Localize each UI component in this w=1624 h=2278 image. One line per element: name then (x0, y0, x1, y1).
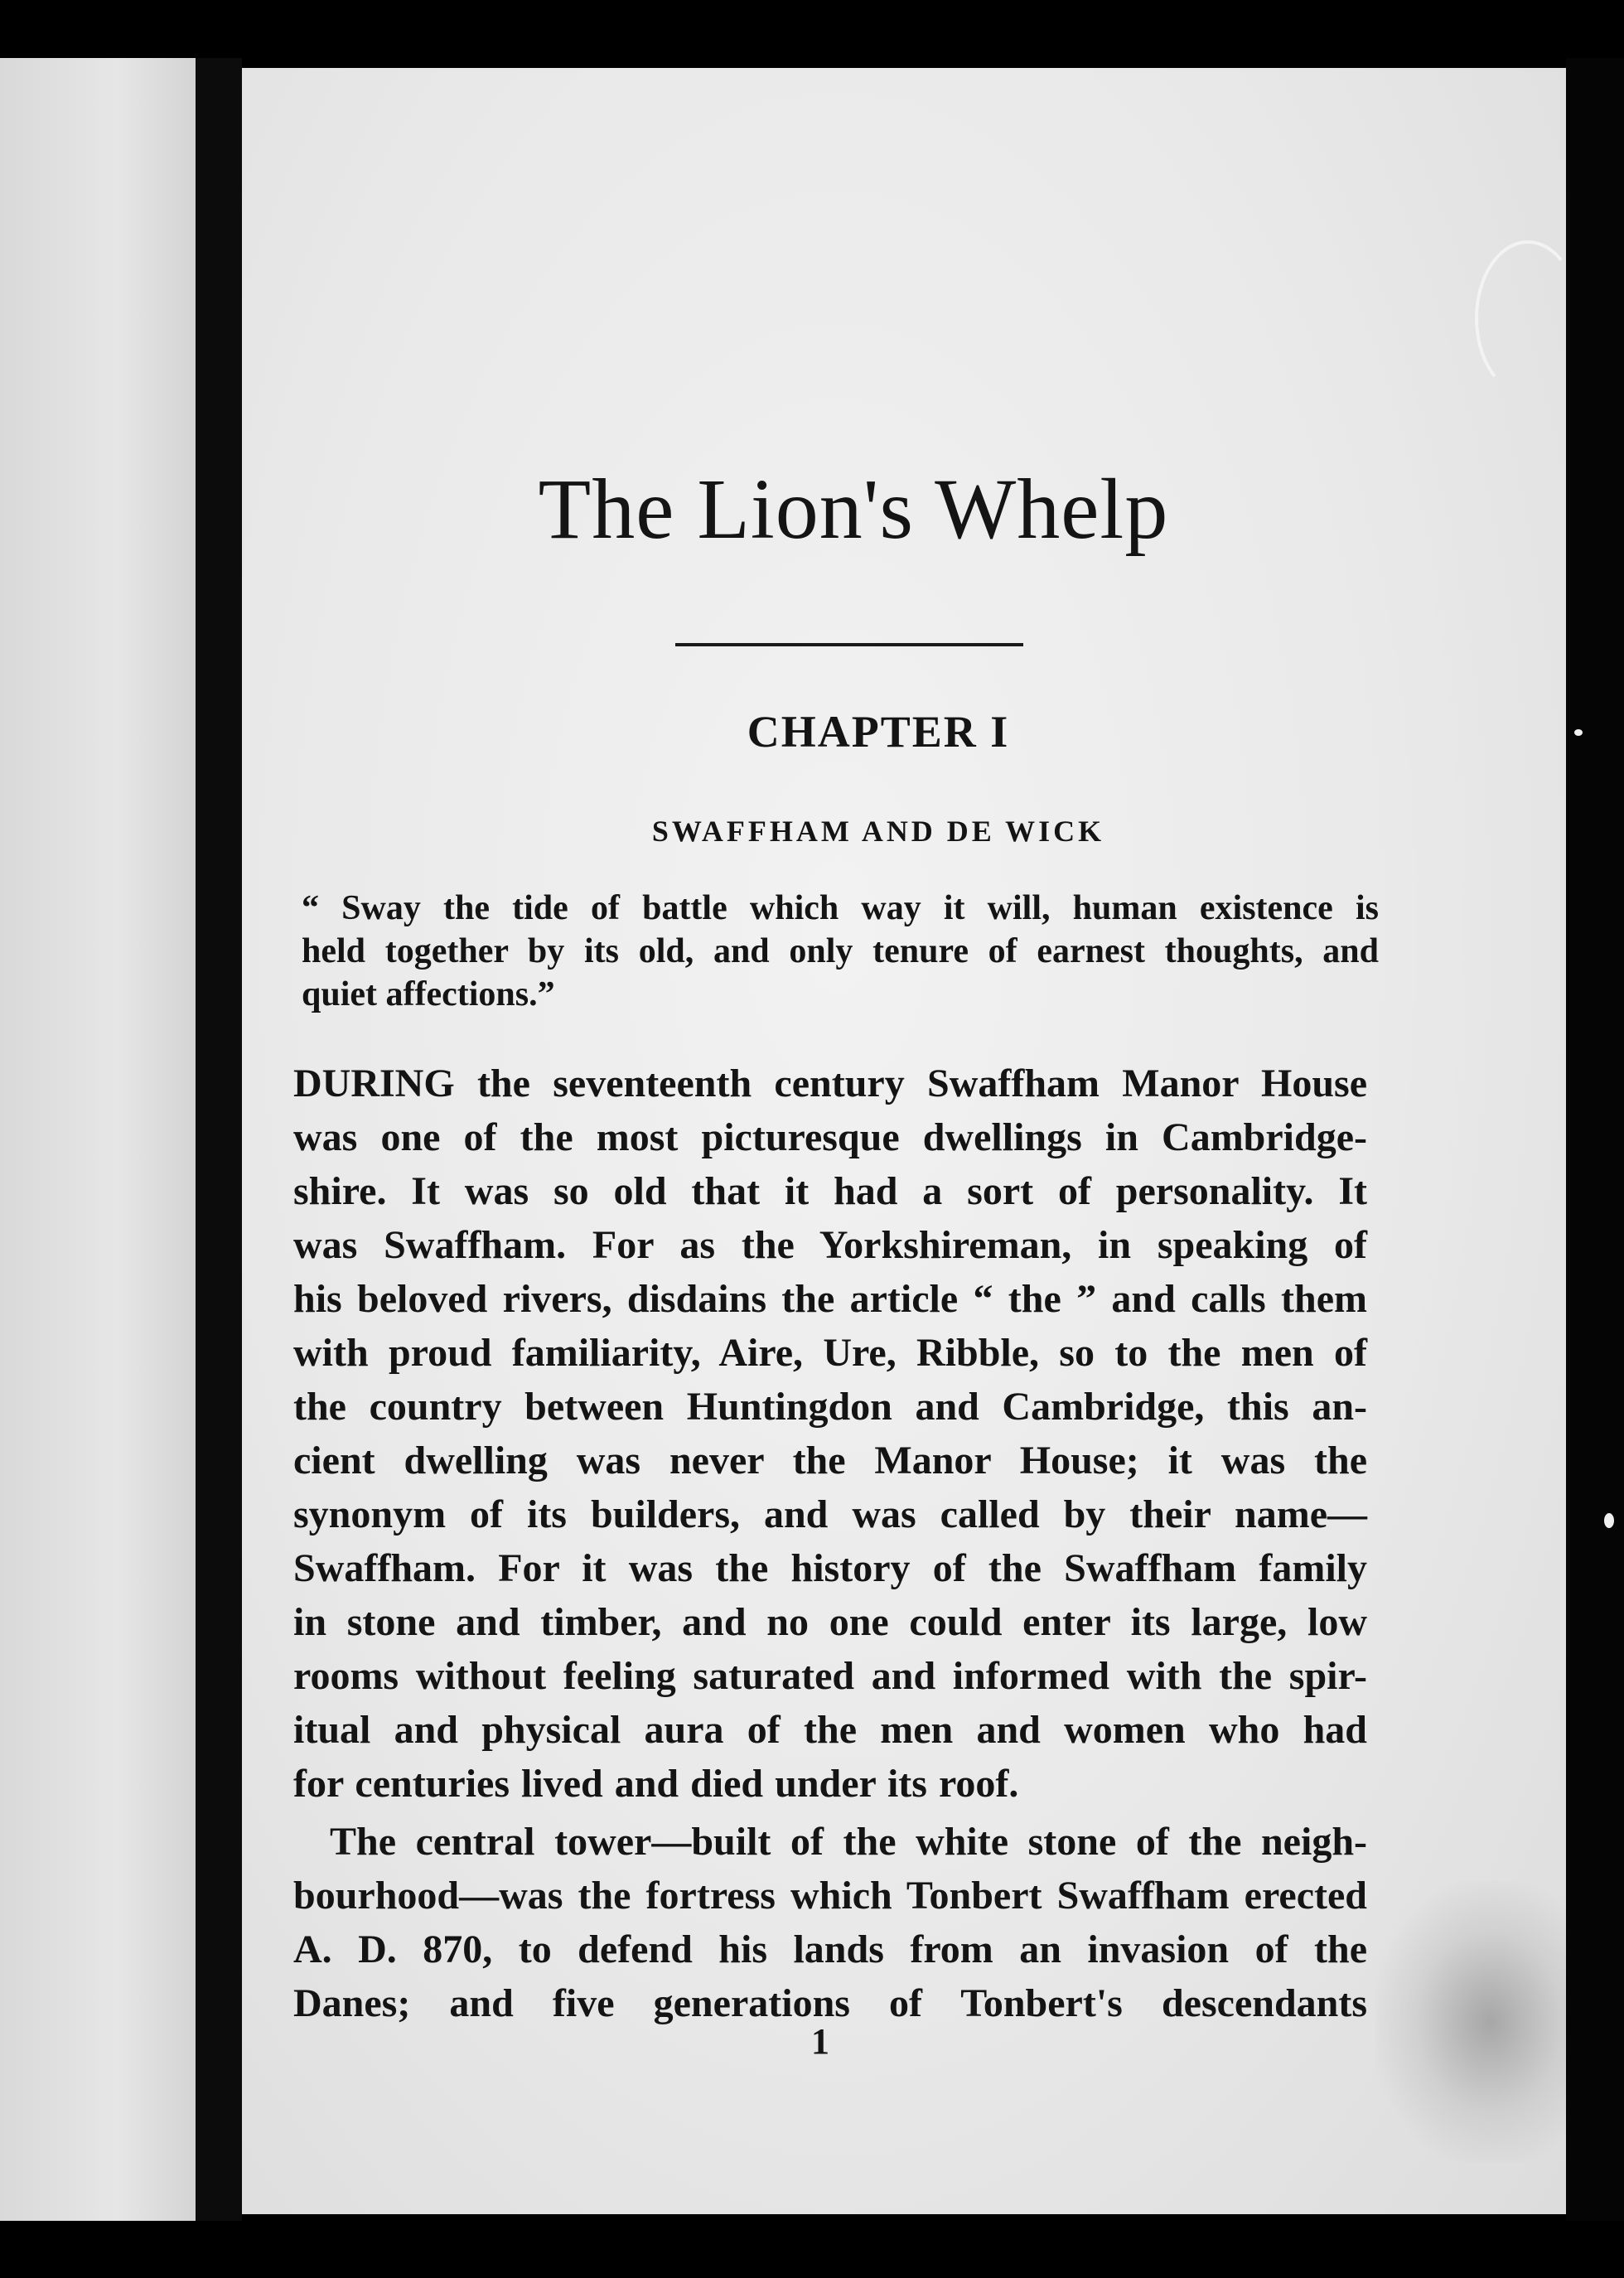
body-line: cient dwelling was never the Manor House; it was the (293, 1439, 1367, 1482)
page-stain (1375, 1881, 1566, 2163)
left-page-edge (0, 58, 196, 2221)
chapter-heading: CHAPTER I (747, 707, 1010, 757)
body-line: A. D. 870, to defend his lands from an invasion of the (293, 1927, 1367, 1971)
epigraph-line: “ Sway the tide of battle which way it will, human existence is (302, 889, 1379, 927)
edge-speck (1574, 729, 1583, 736)
body-line: was Swaffham. For as the Yorkshireman, in speaking of (293, 1223, 1367, 1267)
right-dark-edge (1566, 58, 1624, 2221)
body-line: The central tower—built of the white stone of the neigh- (330, 1820, 1367, 1864)
epigraph-line: held together by its old, and only tenure of earnest thoughts, and (302, 932, 1379, 970)
body-line: synonym of its builders, and was called by their name— (293, 1492, 1367, 1536)
body-line: itual and physical aura of the men and women who had (293, 1708, 1367, 1752)
body-line: was one of the most picturesque dwellings in Cambridge- (293, 1115, 1367, 1159)
body-line: bourhood—was the fortress which Tonbert Swaffham erected (293, 1874, 1367, 1918)
body-line: with proud familiarity, Aire, Ure, Ribble, so to the men of (293, 1331, 1367, 1375)
edge-speck (1604, 1513, 1614, 1528)
film-scratch-curl (1475, 240, 1581, 396)
body-line: Swaffham. For it was the history of the Swaffham family (293, 1546, 1367, 1590)
epigraph (302, 887, 1379, 1016)
body-line: in stone and timber, and no one could enter its large, low (293, 1600, 1367, 1644)
body-line: rooms without feeling saturated and informed with the spir- (293, 1654, 1367, 1698)
book-gutter (196, 58, 242, 2221)
body-line: the country between Huntingdon and Cambridge, this an- (293, 1385, 1367, 1429)
body-line: for centuries lived and died under its roof. (293, 1762, 1019, 1806)
book-title: The Lion's Whelp (538, 462, 1169, 557)
body-line: his beloved rivers, disdains the article “ the ” and calls them (293, 1277, 1367, 1321)
body-line: Danes; and five generations of Tonbert's descendants (293, 1981, 1367, 2025)
page-number: 1 (811, 2021, 829, 2062)
title-rule (675, 643, 1023, 646)
body-line: DURING the seventeenth century Swaffham Manor House (293, 1062, 1367, 1105)
body-line: shire. It was so old that it had a sort of personality. It (293, 1169, 1367, 1213)
epigraph-line: quiet affections.” (302, 975, 555, 1013)
chapter-title: SWAFFHAM AND DE WICK (651, 815, 1105, 848)
